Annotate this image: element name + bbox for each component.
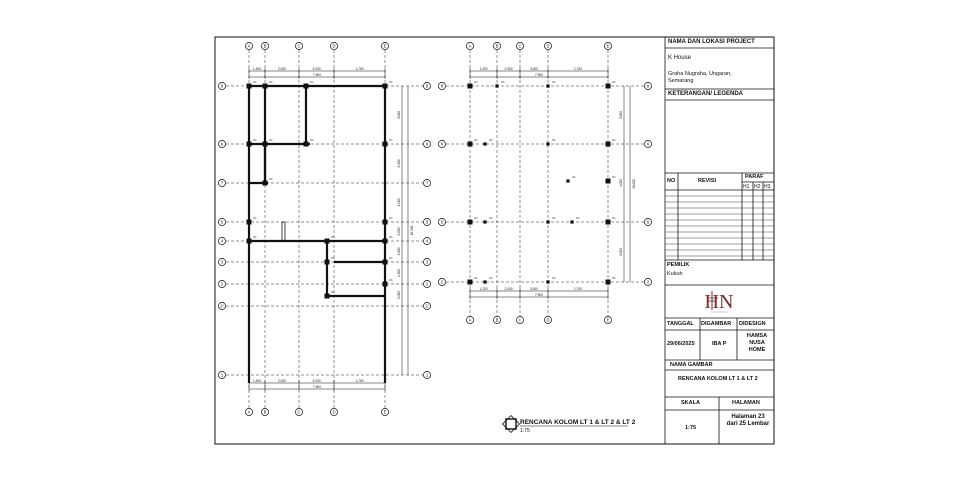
grid-bubble-label: B — [495, 43, 499, 49]
grid-bubble-label: B — [263, 409, 267, 415]
dimension-total-label: 7.900 — [313, 73, 321, 77]
grid-bubble-label: D — [332, 43, 336, 49]
side-dimension-label: 3.000 — [397, 111, 401, 119]
dimension-label: 2.000 — [504, 67, 513, 71]
side-dimension-total: 16.500 — [410, 225, 414, 236]
column-k1 — [304, 84, 309, 89]
dimension-label: 1.700 — [355, 379, 364, 383]
column-tag: K1 — [552, 138, 556, 142]
dimension-total-label: 7.900 — [535, 73, 543, 77]
column-tag: K1 — [474, 138, 478, 142]
column-k1 — [546, 280, 549, 283]
column-k1 — [483, 220, 486, 223]
column-tag: K1 — [474, 216, 478, 220]
column-tag: K1 — [331, 235, 335, 239]
column-tag: K1 — [552, 276, 556, 280]
column-tag: K1 — [389, 235, 393, 239]
dimension-label: 1.700 — [574, 287, 582, 291]
date-label: TANGGAL — [667, 321, 694, 327]
column-k1 — [570, 220, 573, 223]
column-k1 — [263, 142, 268, 147]
revision-no-label: NO — [667, 178, 676, 184]
grid-bubble-label: 4 — [425, 238, 429, 244]
column-k1 — [247, 239, 252, 244]
side-dimension-label: 3.000 — [619, 111, 623, 119]
column-k1 — [468, 142, 473, 147]
column-tag: K1 — [389, 216, 393, 220]
column-k1 — [383, 220, 388, 225]
grid-bubble-label: E — [383, 43, 387, 49]
column-k1 — [383, 260, 388, 265]
grid-bubble-label: A — [468, 43, 472, 49]
column-k1 — [566, 179, 569, 182]
column-k1 — [247, 84, 252, 89]
column-k1 — [383, 239, 388, 244]
dimension-label: 1.200 — [253, 379, 261, 383]
dimension-label: 1.200 — [253, 67, 261, 71]
owner-label: PEMILIK — [667, 262, 690, 268]
side-dimension-label: 2.000 — [397, 291, 401, 299]
dimension-label: 2.000 — [278, 67, 286, 71]
column-k1 — [247, 142, 252, 147]
grid-bubble-label: 6 — [220, 141, 224, 147]
grid-bubble-label: 3 — [220, 259, 224, 265]
grid-bubble-label: E — [383, 409, 387, 415]
grid-bubble-label: 5 — [220, 219, 224, 225]
grid-bubble-label: E — [606, 43, 610, 49]
dimension-label: 3.000 — [530, 67, 538, 71]
column-tag: K1 — [612, 276, 616, 280]
grid-bubble-label: C — [518, 43, 522, 49]
column-k1 — [606, 84, 611, 89]
column-k1 — [468, 280, 473, 285]
grid-bubble-label: B — [495, 317, 499, 323]
side-dimension-label: 1.500 — [397, 269, 401, 277]
legend-label: KETERANGAN/ LEGENDA — [668, 91, 744, 97]
column-tag: K1 — [310, 138, 314, 142]
project-label: NAMA DAN LOKASI PROJECT — [668, 39, 755, 45]
dimension-total-label: 7.900 — [313, 385, 321, 389]
drawing-title: RENCANA KOLOM LT 1 & LT 2 & LT 2 — [520, 419, 636, 426]
dimension-label: 3.000 — [312, 67, 321, 71]
column-tag: K1 — [389, 256, 393, 260]
grid-bubble-label: E — [606, 317, 610, 323]
date-value: 29/06/2025 — [667, 341, 695, 347]
column-k1 — [606, 179, 611, 184]
column-tag: K1 — [269, 138, 273, 142]
column-tag: K1 — [612, 175, 616, 179]
grid-bubble-label: B — [263, 43, 267, 49]
design-label: DIDESIGN — [739, 321, 766, 327]
grid-bubble-label: 3 — [425, 259, 429, 265]
column-tag: K1 — [253, 235, 257, 239]
column-k1 — [247, 220, 252, 225]
owner-name: Kukuh — [667, 271, 683, 277]
grid-bubble-label: C — [297, 409, 301, 415]
dimension-total-label: 7.900 — [535, 293, 543, 297]
dimension-label: 1.700 — [355, 67, 364, 71]
column-k1 — [468, 84, 473, 89]
revision-label: REVISI — [698, 178, 717, 184]
column-tag: K1 — [612, 138, 616, 142]
grid-bubble-label: 6 — [440, 141, 444, 147]
column-tag: K1 — [612, 216, 616, 220]
grid-bubble-label: D — [332, 409, 336, 415]
column-tag: K1 — [269, 177, 273, 181]
grid-bubble-label: 2' — [220, 303, 224, 309]
drawing-scale: 1:75 — [520, 428, 530, 434]
dimension-label: 3.000 — [530, 287, 538, 291]
column-k1 — [383, 282, 388, 287]
side-dimension-total: 10.000 — [632, 179, 636, 189]
grid-bubble-label: 5 — [646, 219, 650, 225]
side-dimension-label: 1.000 — [397, 198, 401, 207]
grid-bubble-label: 8 — [440, 83, 444, 89]
grid-bubble-label: 2 — [220, 281, 224, 287]
column-tag: K1 — [552, 216, 556, 220]
grid-bubble-label: 6 — [425, 141, 429, 147]
column-tag: K1 — [572, 175, 576, 179]
grid-bubble-label: 2' — [425, 303, 429, 309]
dimension-label: 1.200 — [479, 287, 488, 291]
dimension-label: 1.200 — [479, 67, 488, 71]
column-tag: K1 — [474, 276, 478, 280]
column-tag: K1 — [331, 290, 335, 294]
column-k1 — [263, 181, 268, 186]
grid-bubble-label: 8 — [646, 83, 650, 89]
paraf-col-h2: H2 — [754, 184, 761, 190]
side-dimension-label: 2.000 — [397, 159, 401, 168]
grid-bubble-label: D — [546, 43, 550, 49]
page-label: HALAMAN — [732, 400, 760, 406]
dimension-label: 3.000 — [312, 379, 321, 383]
column-tag: K1 — [389, 138, 393, 142]
grid-bubble-label: 7 — [425, 180, 429, 186]
designer-name: HAMSA NUSA HOME — [746, 333, 768, 353]
grid-bubble-label: 6 — [646, 141, 650, 147]
grid-bubble-label: 2 — [646, 279, 650, 285]
project-name: K House — [668, 55, 692, 61]
grid-bubble-label: 1 — [425, 372, 429, 378]
drawing-name-label: NAMA GAMBAR — [670, 362, 713, 368]
column-tag: K1 — [331, 256, 335, 260]
grid-bubble-label: 5 — [425, 219, 429, 225]
grid-bubble-label: C — [518, 317, 522, 323]
column-k1 — [483, 142, 486, 145]
column-k1 — [483, 280, 486, 283]
drawn-label: DIGAMBAR — [701, 321, 732, 327]
column-k1 — [606, 220, 611, 225]
scale-label: SKALA — [681, 400, 700, 406]
column-k1 — [383, 142, 388, 147]
side-dimension-label: 4.000 — [619, 179, 623, 187]
column-k1 — [546, 142, 549, 145]
drawing-name: RENCANA KOLOM LT 1 & LT 2 — [678, 376, 758, 382]
column-k1 — [606, 142, 611, 147]
drawn-by: IBA P — [712, 341, 727, 347]
grid-bubble-label: 1 — [220, 372, 224, 378]
grid-bubble-label: 8 — [220, 83, 224, 89]
paraf-label: PARAF — [745, 174, 764, 180]
grid-bubble-label: A — [468, 317, 472, 323]
grid-bubble-label: D — [546, 317, 550, 323]
column-tag: K1 — [576, 216, 580, 220]
column-tag: K1 — [489, 138, 493, 142]
paraf-col-h1: H1 — [743, 184, 750, 190]
page-value: Halaman 23 dari 25 Lembar — [726, 414, 770, 427]
grid-bubble-label: 5 — [440, 219, 444, 225]
column-tag: K1 — [489, 216, 493, 220]
project-location: Graha Nugraha, Ungaran, Semarang — [668, 71, 732, 84]
column-k1 — [546, 84, 549, 87]
column-k1 — [325, 239, 330, 244]
column-tag: K1 — [389, 278, 393, 282]
grid-bubble-label: 8 — [425, 83, 429, 89]
paraf-col-h3: H3 — [764, 184, 771, 190]
grid-bubble-label: A — [247, 409, 251, 415]
column-tag: K1 — [389, 80, 393, 84]
column-tag: K1 — [501, 80, 505, 84]
svg-text:HN: HN — [704, 291, 734, 313]
column-k1 — [383, 84, 388, 89]
side-dimension-label: 2.000 — [397, 227, 401, 236]
dimension-label: 2.000 — [504, 287, 513, 291]
column-k1 — [325, 260, 330, 265]
grid-bubble-label: 7 — [220, 180, 224, 186]
grid-bubble-label: A — [247, 43, 251, 49]
column-k1 — [263, 84, 268, 89]
column-tag: K1 — [552, 80, 556, 84]
column-tag: K1 — [253, 138, 257, 142]
column-k1 — [468, 220, 473, 225]
dimension-label: 2.000 — [278, 379, 286, 383]
grid-bubble-label: 2 — [440, 279, 444, 285]
column-tag: K1 — [269, 80, 273, 84]
column-tag: K1 — [612, 80, 616, 84]
side-dimension-label: 1.800 — [397, 247, 401, 256]
column-k1 — [304, 142, 309, 147]
column-k1 — [546, 220, 549, 223]
column-tag: K1 — [474, 80, 478, 84]
grid-bubble-label: C — [297, 43, 301, 49]
column-tag: K1 — [489, 276, 493, 280]
column-k1 — [325, 294, 330, 299]
column-tag: K1 — [253, 80, 257, 84]
grid-bubble-label: 4 — [220, 238, 224, 244]
scale-value: 1:75 — [685, 425, 697, 431]
grid-bubble-label: 2 — [425, 281, 429, 287]
side-dimension-label: 3.000 — [619, 248, 623, 256]
column-tag: K1 — [310, 80, 314, 84]
dimension-label: 1.700 — [574, 67, 582, 71]
column-k1 — [606, 280, 611, 285]
column-tag: K1 — [253, 216, 257, 220]
column-k1 — [495, 84, 498, 87]
company-logo — [705, 291, 734, 313]
